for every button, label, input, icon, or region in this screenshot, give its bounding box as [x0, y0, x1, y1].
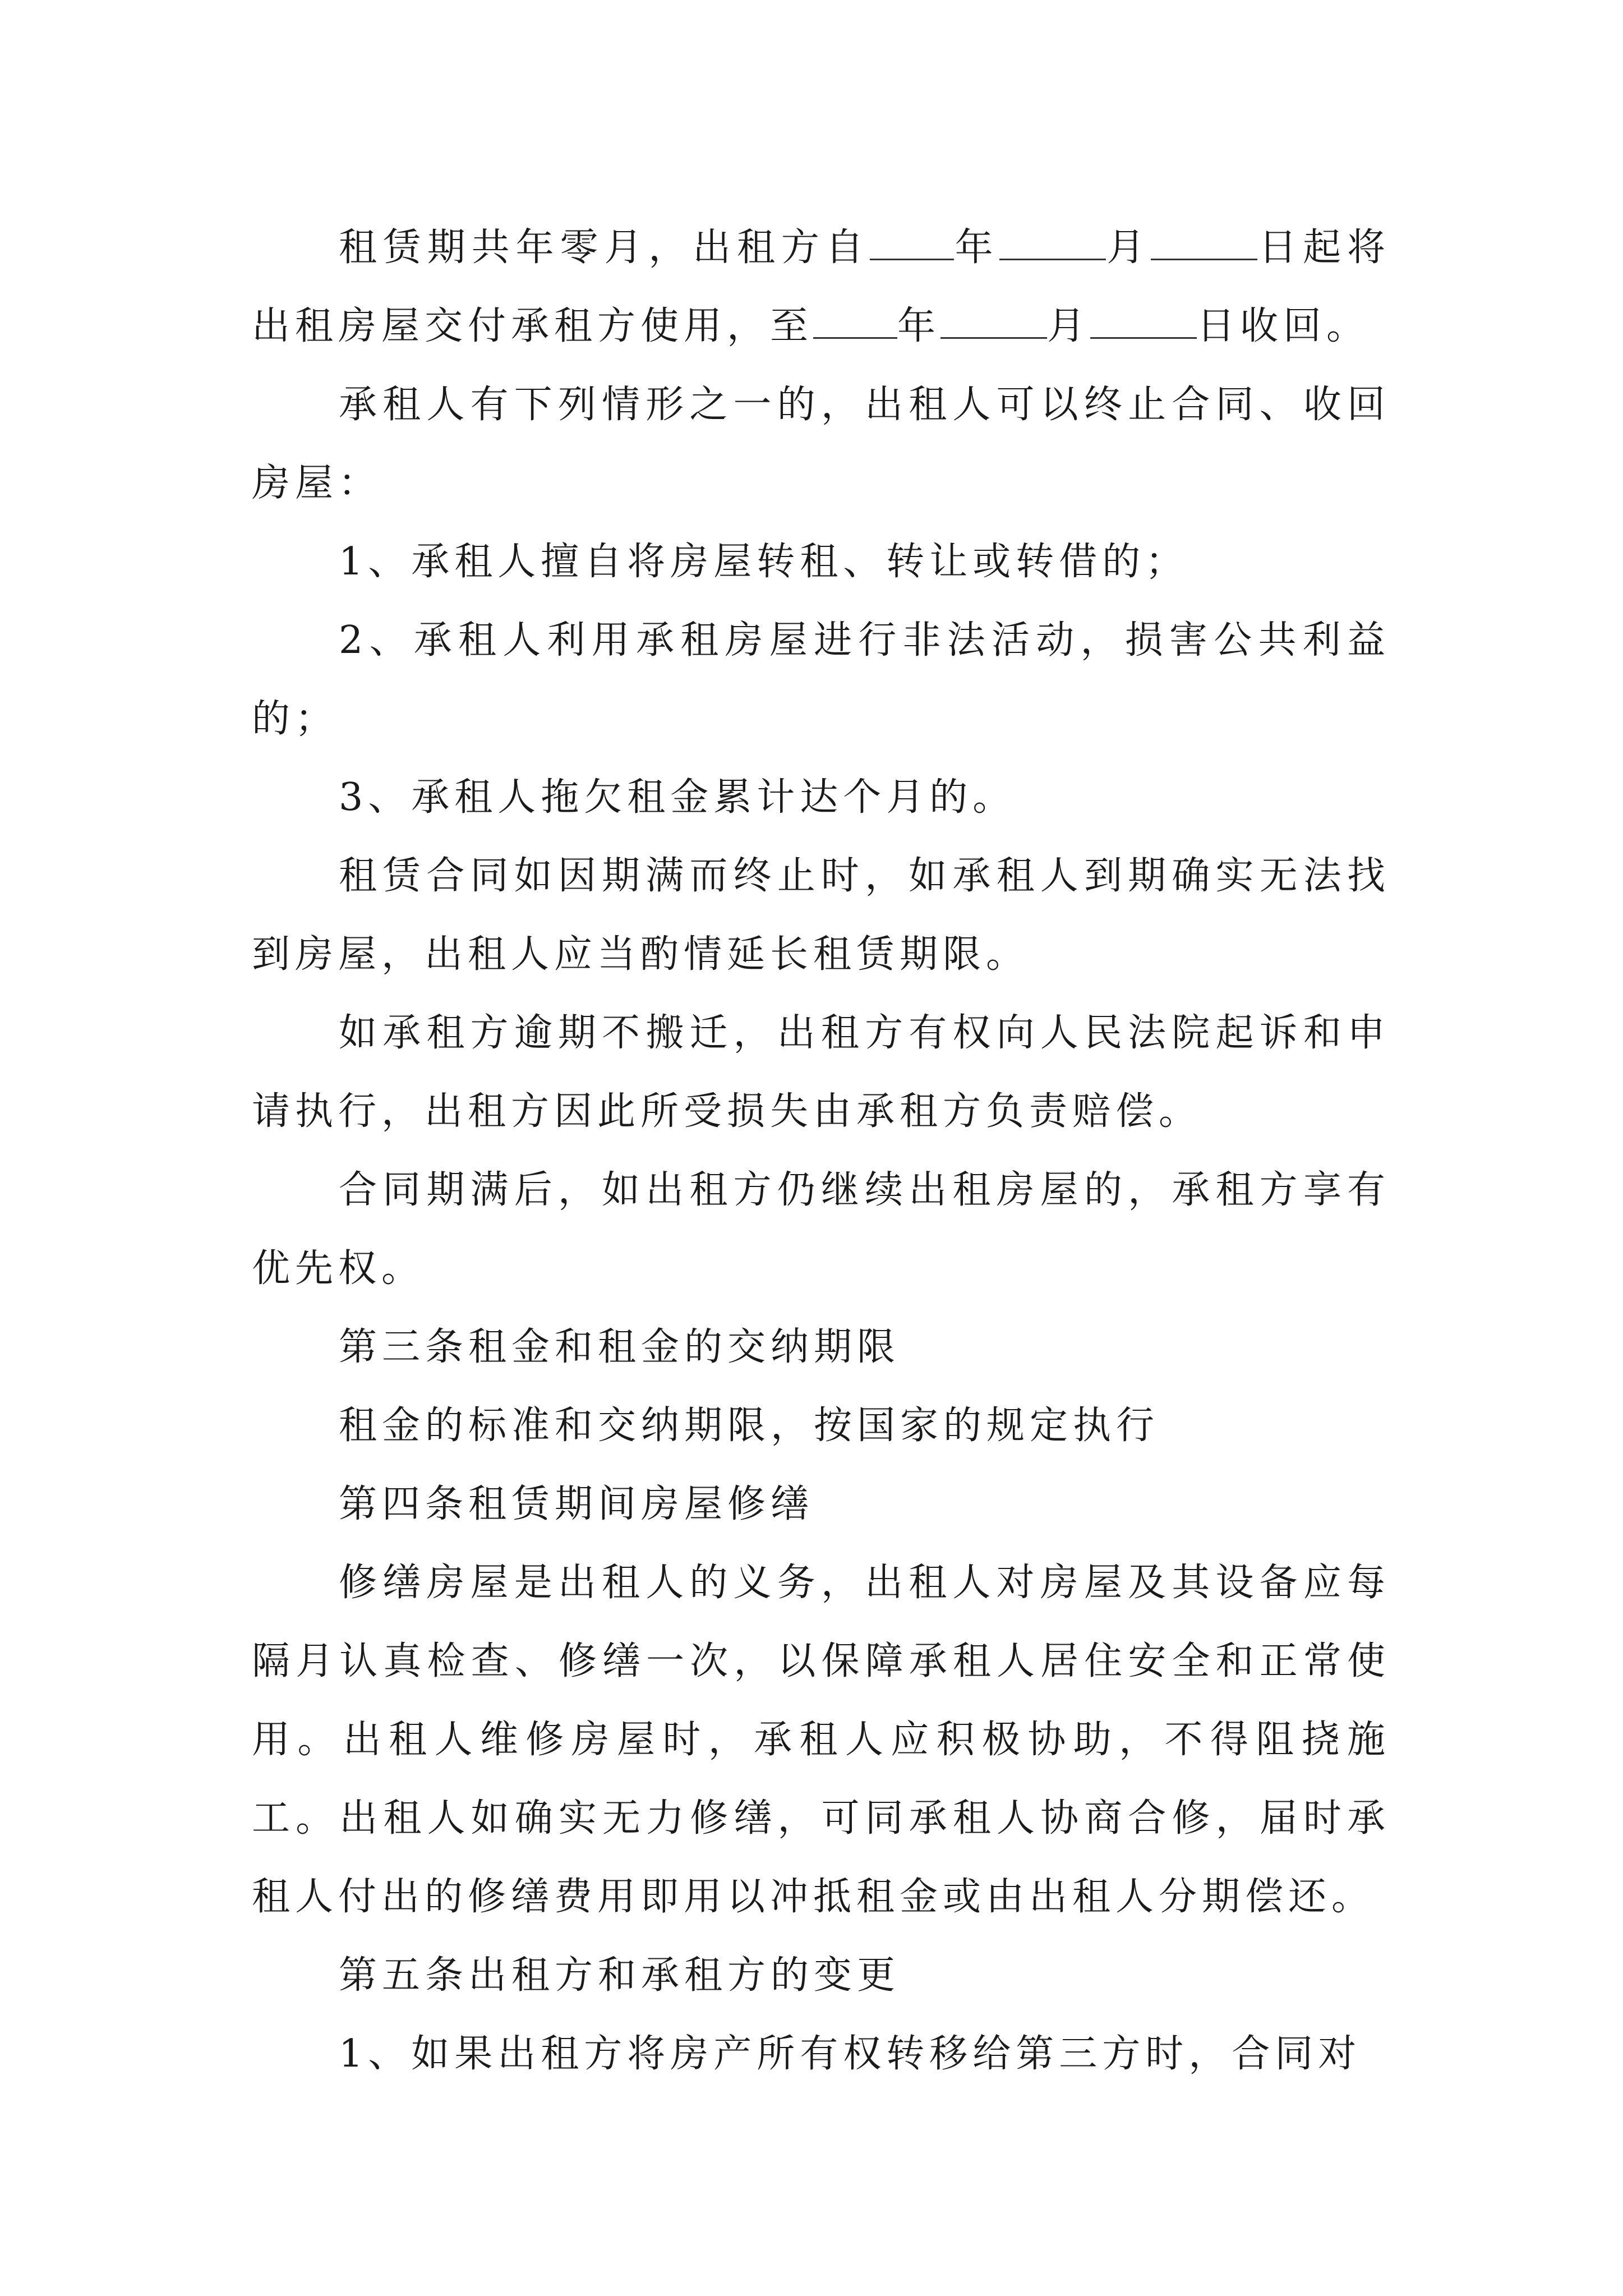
- document-body: [252, 209, 1390, 2093]
- heading-article-5: 第五条出租方和承租方的变更: [339, 1953, 901, 1998]
- paragraph-lease-term: [252, 209, 1390, 366]
- paragraph-ownership-transfer: 1、如果出租方将房产所有权转移给第三方时，合同对: [339, 2032, 1362, 2076]
- paragraph-condition-1: 1、承租人擅自将房屋转租、转让或转借的；: [339, 540, 1189, 584]
- blank-start-day: [1151, 222, 1257, 260]
- blank-start-year: [870, 222, 954, 260]
- lease-term-month-2: 月: [1047, 304, 1091, 348]
- blank-end-year: [813, 300, 897, 339]
- lease-term-year-2: 年: [897, 304, 941, 348]
- lease-term-year-1: 年: [953, 226, 999, 270]
- paragraph-overdue-move: 如承租方逾期不搬迁，出租方有权向人民法院起诉和申请执行，出租方因此所受损失由承租方负责赔偿。: [252, 1011, 1390, 1134]
- paragraph-condition-3: 3、承租人拖欠租金累计达个月的。: [339, 775, 1016, 820]
- heading-article-3: 第三条租金和租金的交纳期限: [339, 1325, 901, 1369]
- blank-end-month: [940, 300, 1047, 339]
- lease-term-text-2: 日起将出租房屋交付承租方使用，至: [252, 226, 1390, 348]
- paragraph-condition-2: 2、承租人利用承租房屋进行非法活动，损害公共利益的；: [252, 618, 1390, 741]
- lease-term-text-3: 日收回。: [1197, 304, 1370, 348]
- lease-term-month-1: 月: [1105, 226, 1151, 270]
- paragraph-repairs: 修缮房屋是出租人的义务，出租人对房屋及其设备应每隔月认真检查、修缮一次，以保障承租人居住安全和正常使用。出租人维修房屋时，承租人应积极协助，不得阻挠施工。出租人如确实无力修缮，可同承租人协商合修，届时承租人付出的修缮费用即用以冲抵租金或由出租人分期偿还。: [252, 1561, 1390, 1919]
- paragraph-rent-standard: 租金的标准和交纳期限，按国家的规定执行: [339, 1404, 1160, 1448]
- lease-term-text-1: 租赁期共年零月，出租方自: [339, 226, 870, 270]
- heading-article-4: 第四条租赁期间房屋修缮: [339, 1482, 814, 1526]
- paragraph-expiry-extension: 租赁合同如因期满而终止时，如承租人到期确实无法找到房屋，出租人应当酌情延长租赁期限。: [252, 854, 1390, 977]
- blank-start-month: [999, 222, 1106, 260]
- blank-end-day: [1090, 300, 1197, 339]
- paragraph-termination-conditions: 承租人有下列情形之一的，出租人可以终止合同、收回房屋：: [252, 383, 1390, 505]
- paragraph-priority-right: 合同期满后，如出租方仍继续出租房屋的，承租方享有优先权。: [252, 1168, 1390, 1291]
